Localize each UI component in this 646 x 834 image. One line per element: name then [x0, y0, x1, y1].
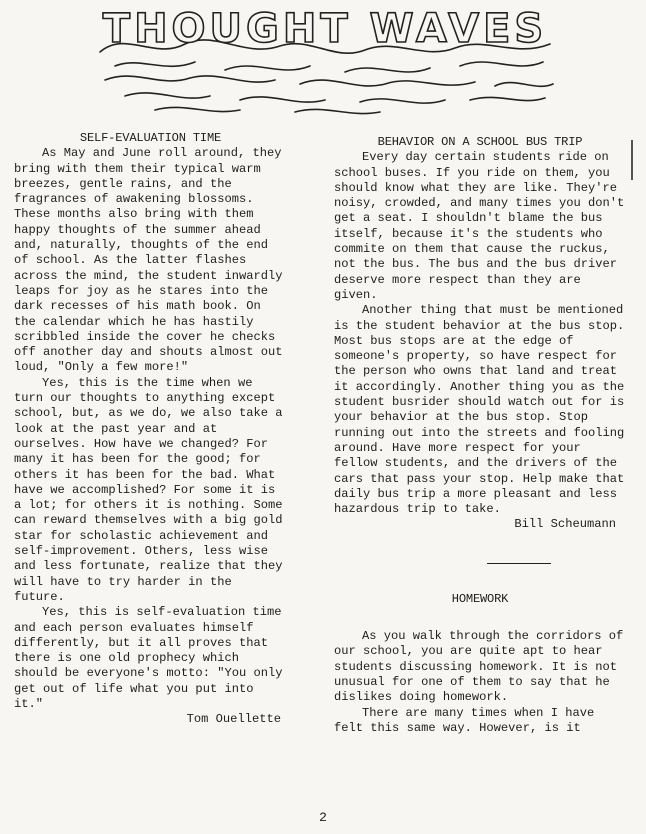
- article-paragraph: As May and June roll around, they bring with them their typical warm breezes, gentle rains, and the fragrances of awakening blossoms. These months also bring with them happy thoughts of the summer ahead and, naturally, thoughts of the end of school. As the latter flashes across the mind, the student inwardly leaps for joy as he stares into the dark recesses of his math book. On the calendar which he has hastily scribbled inside the cover he checks off another day and shouts almost out loud, "Only a few more!": [14, 146, 283, 375]
- edge-mark: [631, 140, 633, 180]
- masthead-title: THOUGHT WAVES: [102, 6, 548, 52]
- article-paragraph: There are many times when I have felt this same way. However, is it: [334, 705, 595, 735]
- article-heading-bus-trip: BEHAVIOR ON A SCHOOL BUS TRIP: [377, 135, 583, 149]
- article-heading-self-evaluation: SELF-EVALUATION TIME: [79, 131, 222, 145]
- author-signature: Tom Ouellette: [186, 712, 281, 727]
- right-column: [334, 135, 626, 736]
- author-signature: Bill Scheumann: [514, 517, 616, 532]
- article-paragraph: Every day certain students ride on school buses. If you ride on them, you should know what they are like. They're noisy, crowded, and many times you don't get a seat. I shouldn't blame the bus itself, because it's the students who commite on them that cause the ruckus, not the bus. The bus and the bus driver deserve more respect than they are given.: [334, 150, 625, 302]
- article-paragraph: Yes, this is the time when we turn our thoughts to anything except school, but, as we do, we also take a look at the past year and at ourselves. How have we changed? For many it has been for the good; for others it has been for the bad. What have we accomplished? For some it is a lot; for others it is nothing. Some can reward themselves with a big gold star for scholastic achievement and self-improvement. Others, less wise and less fortunate, realize that they will have to try harder in the future.: [14, 375, 283, 604]
- left-column: [14, 131, 287, 728]
- article-heading-homework: HOMEWORK: [451, 591, 509, 606]
- masthead-waves-art: [95, 0, 555, 118]
- article-paragraph: Another thing that must be mentioned is the student behavior at the bus stop. Most bus stops are at the edge of someone's property, so have respect for the person who owns that land and treat it accordingly. Another thing you as the student busrider should watch out for is your behavior at the bus stop. Stop running out into the streets and fooling around. Have more respect for your fellow students, and the drivers of the cars that pass your stop. Help make that daily bus trip a more pleasant and less hazardous trip to take.: [334, 303, 625, 517]
- page-number: 2: [319, 810, 327, 825]
- section-divider: [487, 563, 551, 564]
- article-paragraph: As you walk through the corridors of our school, you are quite apt to hear students discussing homework. It is not unusual for one of them to say that he dislikes doing homework.: [334, 629, 624, 705]
- article-paragraph: Yes, this is self-evaluation time and each person evaluates himself differently, but it all proves that there is one old prophecy which should be everyone's motto: "You only get out of life what you put into it.": [14, 605, 283, 711]
- masthead: [95, 0, 555, 118]
